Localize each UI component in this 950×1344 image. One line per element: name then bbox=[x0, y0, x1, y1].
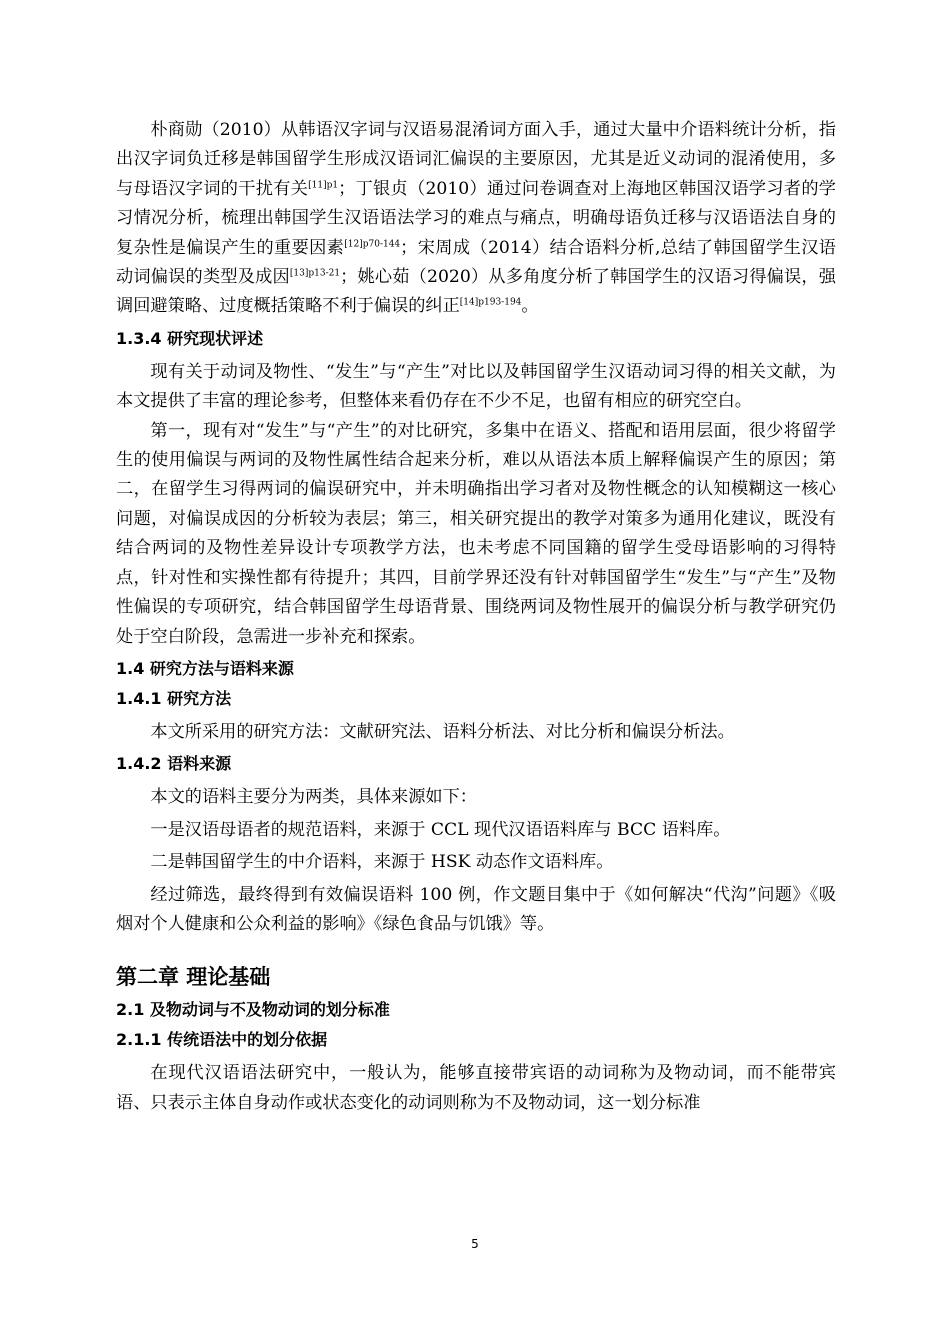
citation-ref: [14]p193-194 bbox=[459, 297, 522, 308]
section-heading-1-3-4: 1.3.4 研究现状评述 bbox=[116, 328, 264, 348]
section-heading-1-4-2: 1.4.2 语料来源 bbox=[116, 754, 232, 774]
paragraph-corpus-learner: 二是韩国留学生的中介语料，来源于 HSK 动态作文语料库。 bbox=[150, 852, 614, 873]
page-number: 5 bbox=[471, 1237, 479, 1251]
section-heading-1-4-1: 1.4.1 研究方法 bbox=[116, 688, 232, 708]
paragraph-review-intro: 现有关于动词及物性、“发生”与“产生”对比以及韩国留学生汉语动词习得的相关文献，为本文提供了丰富的理论参考，但整体来看仍存在不少不足，也留有相应的研究空白。 bbox=[116, 361, 836, 412]
paragraph-text: ；丁银贞（2010）通过问卷调查对上海地区韩国汉语学习者的学习情况分析，梳理出韩国学生汉语语法学习的难点与痛点，明确母语负迁移与汉语语法自身的复杂性是偏误产生的重要因素 bbox=[116, 178, 836, 258]
section-heading-2-1: 2.1 及物动词与不及物动词的划分标准 bbox=[116, 1000, 390, 1020]
section-heading-1-4: 1.4 研究方法与语料来源 bbox=[116, 658, 294, 678]
chapter-heading-2: 第二章 理论基础 bbox=[116, 965, 271, 990]
paragraph-text: ；宋周成（2014）结合语料分析,总结了韩国留学生汉语动词偏误的类型及成因 bbox=[116, 237, 836, 288]
paragraph-corpus-selection: 经过筛选，最终得到有效偏误语料 100 例，作文题目集中于《如何解决“代沟”问题》《吸烟对个人健康和公众利益的影响》《绿色食品与饥饿》等。 bbox=[116, 884, 836, 934]
paragraph-text: 。 bbox=[521, 296, 539, 317]
citation-ref: [13]p13-21 bbox=[289, 268, 341, 279]
paragraph-corpus-native: 一是汉语母语者的规范语料，来源于 CCL 现代汉语语料库与 BCC 语料库。 bbox=[150, 819, 731, 840]
paragraph-methods: 本文所采用的研究方法：文献研究法、语料分析法、对比分析和偏误分析法。 bbox=[150, 721, 735, 742]
paragraph-corpus-intro: 本文的语料主要分为两类，具体来源如下： bbox=[150, 787, 477, 808]
paragraph-text: 朴商勋（2010）从韩语汉字词与汉语易混淆词方面入手，通过大量中介语料统计分析，指出汉字词负迁移是韩国留学生形成汉语词汇偏误的主要原因，尤其是近义动词的混淆使用，多与母语汉字词的干扰有关 bbox=[116, 120, 836, 199]
page-body bbox=[116, 116, 836, 1118]
paragraph-traditional-grammar: 在现代汉语语法研究中，一般认为，能够直接带宾语的动词称为及物动词，而不能带宾语、只表示主体自身动作或状态变化的动词则称为不及物动词，这一划分标准 bbox=[116, 1063, 836, 1113]
paragraph-literature-review bbox=[116, 116, 836, 322]
paragraph-text: ；姚心茹（2020）从多角度分析了韩国学生的汉语习得偏误，强调回避策略、过度概括策略不利于偏误的纠正 bbox=[116, 267, 836, 317]
paragraph-review-gaps: 第一，现有对“发生”与“产生”的对比研究，多集中在语义、搭配和语用层面，很少将留学生的使用偏误与两词的及物性属性结合起来分析，难以从语法本质上解释偏误产生的原因；第二，在留学生习得两词的偏误研究中，并未明确指出学习者对及物性概念的认知模糊这一核心问题，对偏误成因的分析较为表层；第三，相关研究提出的教学对策多为通用化建议，既没有结合两词的及物性差异设计专项教学方法，也未考虑不同国籍的留学生受母语影响的习得特点，针对性和实操性都有待提升；其四，目前学界还没有针对韩国留学生“发生”与“产生”及物性偏误的专项研究，结合韩国留学生母语背景、围绕两词及物性展开的偏误分析与教学研究仍处于空白阶段，急需进一步补充和探索。 bbox=[116, 420, 836, 647]
section-heading-2-1-1: 2.1.1 传统语法中的划分依据 bbox=[116, 1030, 328, 1050]
citation-ref: [12]p70-144 bbox=[344, 238, 401, 249]
citation-ref: [11]p1 bbox=[308, 180, 339, 191]
